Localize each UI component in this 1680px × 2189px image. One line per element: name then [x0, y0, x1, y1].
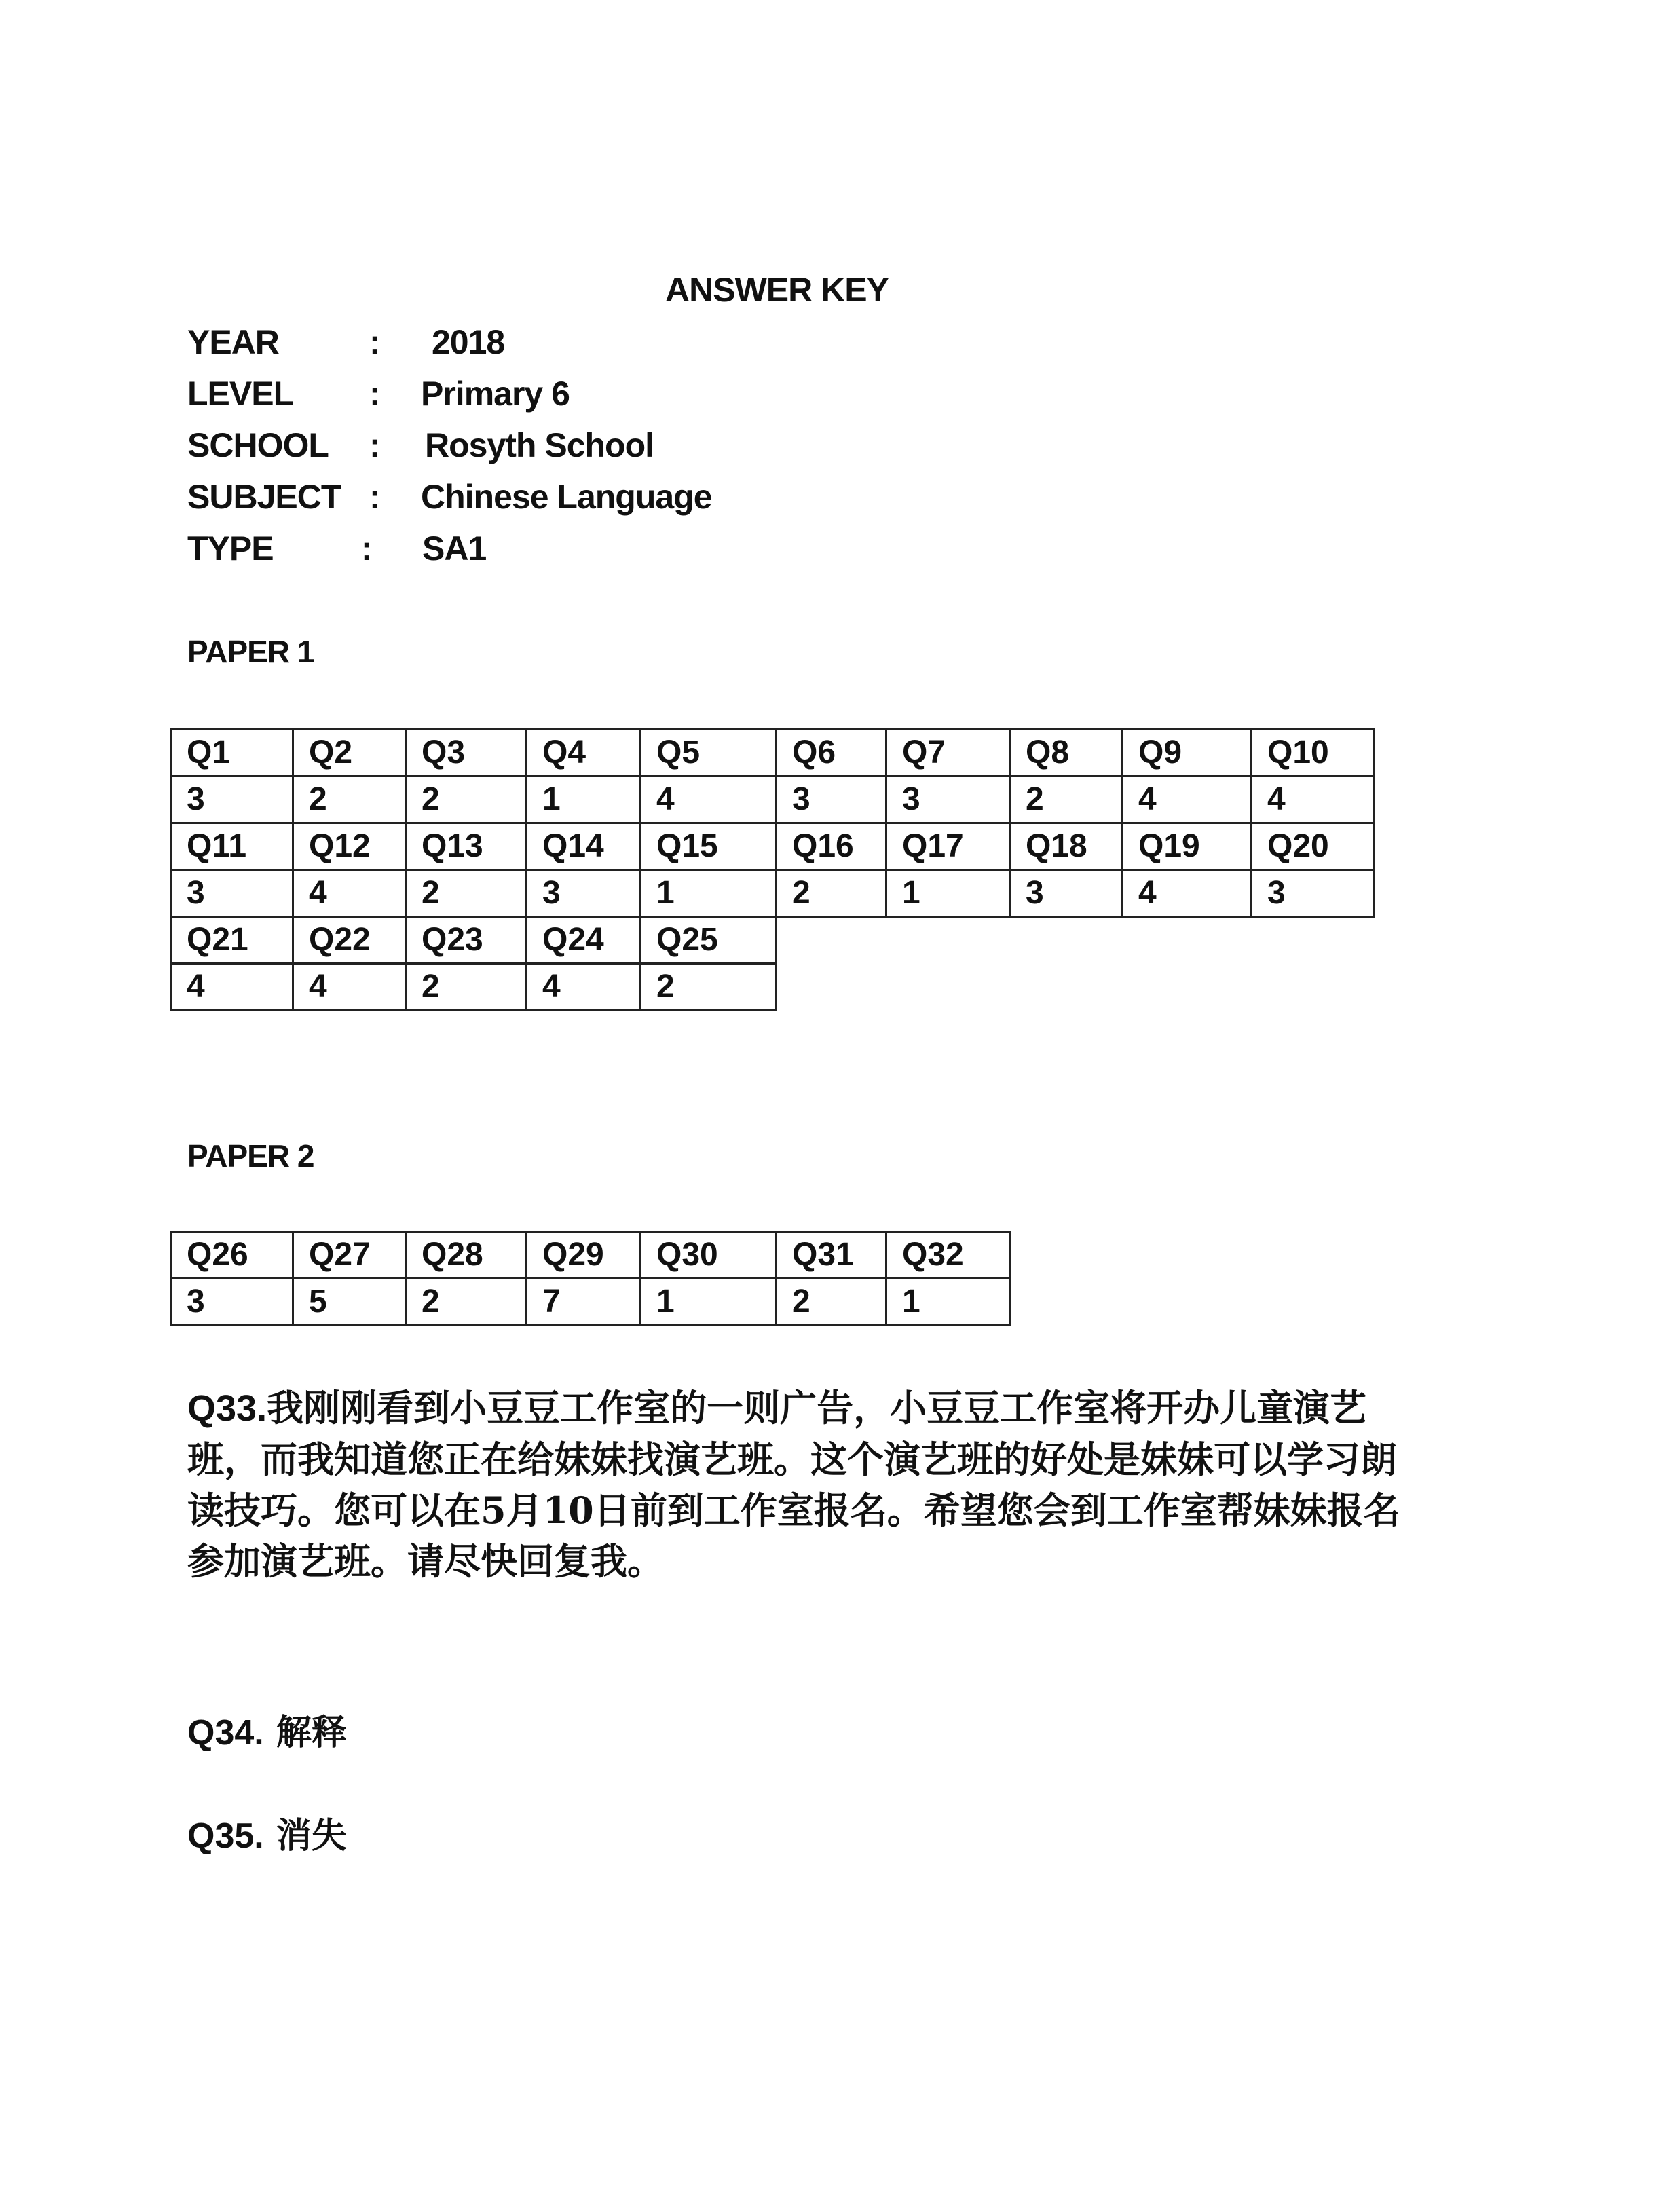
- answer-cell: 3: [527, 870, 641, 917]
- question-number-cell: Q17: [886, 823, 1010, 870]
- question-number-cell: Q8: [1010, 730, 1123, 777]
- question-number-cell: Q30: [641, 1232, 777, 1279]
- q33-text: 我刚刚看到小豆豆工作室的一则广告，小豆豆工作室将开办儿童演艺班，而我知道您正在给妹妹找演艺班。这个演艺班的好处是妹妹可以学习朗读技巧。您可以在5月10日前到工作室报名。希望您会到工作室帮妹妹报名参加演艺班。请尽快回复我。: [187, 1386, 1400, 1583]
- empty-cell: [1123, 917, 1252, 964]
- meta-value: Chinese Language: [421, 478, 712, 516]
- answer-cell: 4: [527, 964, 641, 1011]
- answer-cell: 1: [886, 870, 1010, 917]
- paper2-heading: PAPER 2: [187, 1138, 314, 1174]
- answer-cell: 1: [641, 1279, 777, 1326]
- answer-cell: 4: [1123, 870, 1252, 917]
- meta-separator: :: [369, 375, 380, 413]
- answer-cell: 1: [641, 870, 777, 917]
- question-number-cell: Q19: [1123, 823, 1252, 870]
- answer-row: [171, 1279, 1010, 1326]
- question-number-cell: Q18: [1010, 823, 1123, 870]
- answer-cell: 3: [171, 777, 293, 823]
- answer-cell: 2: [777, 1279, 886, 1326]
- question-number-cell: Q29: [527, 1232, 641, 1279]
- answer-cell: 4: [1123, 777, 1252, 823]
- question-number-cell: Q25: [641, 917, 777, 964]
- empty-cell: [886, 964, 1010, 1011]
- question-number-cell: Q11: [171, 823, 293, 870]
- answer-row: [171, 777, 1374, 823]
- empty-cell: [1123, 964, 1252, 1011]
- question-number-cell: Q27: [293, 1232, 406, 1279]
- question-number-cell: Q20: [1252, 823, 1374, 870]
- answer-cell: 3: [777, 777, 886, 823]
- answer-cell: 7: [527, 1279, 641, 1326]
- question-number-cell: Q3: [406, 730, 527, 777]
- meta-separator: :: [369, 323, 380, 361]
- paper2-answer-table: [170, 1231, 1011, 1326]
- answer-cell: 1: [527, 777, 641, 823]
- empty-cell: [777, 964, 886, 1011]
- meta-label: YEAR: [187, 323, 279, 361]
- q33-label: Q33.: [187, 1388, 267, 1429]
- meta-separator: :: [369, 478, 380, 516]
- question-number-cell: Q28: [406, 1232, 527, 1279]
- answer-cell: 4: [1252, 777, 1374, 823]
- meta-separator: :: [361, 529, 372, 567]
- q34-label: Q34.: [187, 1713, 264, 1753]
- q34-answer: [187, 1704, 347, 1755]
- question-number-cell: Q6: [777, 730, 886, 777]
- answer-cell: 3: [171, 1279, 293, 1326]
- empty-cell: [1252, 964, 1374, 1011]
- question-number-cell: Q24: [527, 917, 641, 964]
- q35-text: 消失: [276, 1815, 347, 1856]
- empty-cell: [1010, 964, 1123, 1011]
- answer-cell: 3: [1252, 870, 1374, 917]
- question-number-cell: Q26: [171, 1232, 293, 1279]
- answer-cell: 1: [886, 1279, 1010, 1326]
- answer-cell: 2: [777, 870, 886, 917]
- question-number-cell: Q21: [171, 917, 293, 964]
- answer-cell: 2: [406, 964, 527, 1011]
- q35-label: Q35.: [187, 1816, 264, 1856]
- answer-row: [171, 964, 1374, 1011]
- meta-value: 2018: [432, 323, 505, 361]
- question-row: [171, 823, 1374, 870]
- meta-value: SA1: [422, 529, 487, 567]
- meta-value: Primary 6: [421, 375, 570, 413]
- answer-cell: 4: [641, 777, 777, 823]
- paper1-answer-table: [170, 728, 1375, 1011]
- question-number-cell: Q16: [777, 823, 886, 870]
- question-number-cell: Q2: [293, 730, 406, 777]
- answer-cell: 2: [1010, 777, 1123, 823]
- question-number-cell: Q14: [527, 823, 641, 870]
- question-row: [171, 917, 1374, 964]
- empty-cell: [886, 917, 1010, 964]
- page-title: ANSWER KEY: [665, 271, 889, 309]
- question-number-cell: Q7: [886, 730, 1010, 777]
- question-number-cell: Q12: [293, 823, 406, 870]
- meta-separator: :: [369, 426, 380, 464]
- paper1-heading: PAPER 1: [187, 634, 314, 669]
- question-number-cell: Q13: [406, 823, 527, 870]
- question-number-cell: Q32: [886, 1232, 1010, 1279]
- q34-text: 解释: [276, 1712, 347, 1753]
- empty-cell: [1010, 917, 1123, 964]
- answer-cell: 3: [1010, 870, 1123, 917]
- answer-cell: 4: [293, 870, 406, 917]
- answer-row: [171, 870, 1374, 917]
- question-number-cell: Q31: [777, 1232, 886, 1279]
- meta-label: SCHOOL: [187, 426, 329, 464]
- question-number-cell: Q9: [1123, 730, 1252, 777]
- question-number-cell: Q22: [293, 917, 406, 964]
- meta-label: TYPE: [187, 529, 274, 567]
- question-row: [171, 730, 1374, 777]
- empty-cell: [777, 917, 886, 964]
- answer-cell: 3: [886, 777, 1010, 823]
- meta-label: SUBJECT: [187, 478, 341, 516]
- question-number-cell: Q23: [406, 917, 527, 964]
- question-number-cell: Q15: [641, 823, 777, 870]
- answer-cell: 2: [641, 964, 777, 1011]
- meta-value: Rosyth School: [425, 426, 654, 464]
- answer-cell: 5: [293, 1279, 406, 1326]
- question-number-cell: Q4: [527, 730, 641, 777]
- q35-answer: [187, 1807, 347, 1858]
- answer-cell: 2: [406, 1279, 527, 1326]
- answer-cell: 2: [406, 870, 527, 917]
- answer-cell: 3: [171, 870, 293, 917]
- question-number-cell: Q10: [1252, 730, 1374, 777]
- answer-cell: 4: [171, 964, 293, 1011]
- question-number-cell: Q1: [171, 730, 293, 777]
- empty-cell: [1252, 917, 1374, 964]
- answer-cell: 2: [293, 777, 406, 823]
- meta-label: LEVEL: [187, 375, 294, 413]
- question-row: [171, 1232, 1010, 1279]
- answer-cell: 4: [293, 964, 406, 1011]
- answer-cell: 2: [406, 777, 527, 823]
- question-number-cell: Q5: [641, 730, 777, 777]
- q33-answer: [187, 1383, 1409, 1587]
